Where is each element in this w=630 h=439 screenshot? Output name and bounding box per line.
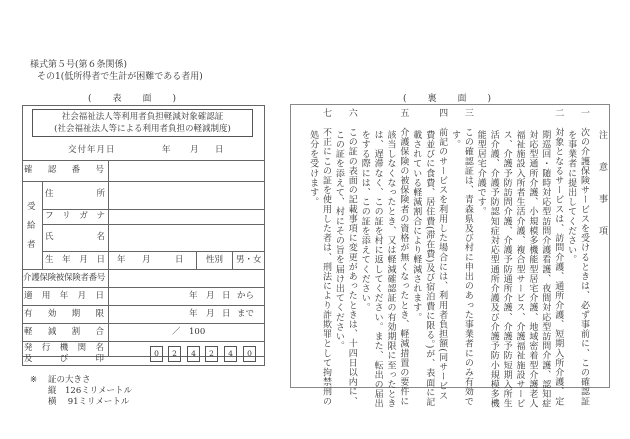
name-label: 氏 名 [45, 232, 105, 242]
note-number: 七 [321, 108, 331, 118]
note-line [539, 108, 551, 409]
furigana-label: フ リ ガ ナ [45, 211, 105, 221]
reduction-label: 軽 減 割 合 [24, 327, 104, 337]
birth-year: 年 [117, 255, 126, 265]
expiry-year: 年 [189, 309, 198, 319]
note-text: この確認証は、青森県及び村に申出のあった事業者にのみ有効で [462, 127, 473, 407]
issuer-code-digit: 0 [243, 346, 256, 362]
confirmation-number-label: 確 認 番 号 [24, 165, 104, 175]
issue-date-day: 日 [215, 145, 224, 155]
note-line [488, 108, 500, 409]
insured-number-label: 介護保険被保険者番号 [23, 273, 106, 283]
note-text: をする際には、この証を添えてください。 [359, 130, 370, 313]
apply-year: 年 [189, 291, 198, 301]
sex-label: 性別 [206, 255, 224, 265]
note-text: 費並びに食費、居住費(滞在費)及び宿泊費に限る。)が、表面に記 [424, 130, 435, 407]
birthdate-label: 生 年 月 日 [45, 255, 105, 265]
apply-date-label: 適 用 年 月 日 [24, 291, 104, 301]
sex-value[interactable]: 男・女 [236, 255, 262, 265]
front-side-label: ( 表 面 ) [87, 94, 183, 104]
note-line [449, 108, 461, 343]
issue-date-year: 年 [162, 145, 171, 155]
birth-day: 日 [175, 255, 184, 265]
front-card-border [22, 105, 265, 366]
size-note-height: 縦 126ミリメートル [48, 386, 133, 396]
expiry-label: 有 効 期 限 [24, 309, 104, 319]
note-line [320, 108, 332, 407]
note-line [436, 108, 448, 401]
note-line [307, 108, 319, 343]
note-text: 対象となるサービスは、訪問介護、通所介護、短期入所介護、定 [553, 127, 564, 407]
issue-date-month: 月 [190, 145, 199, 155]
note-text: 能型居宅介護です。 [475, 130, 486, 217]
card-subtitle: (社会福祉法人等による利用者負担の軽減制度) [54, 124, 231, 134]
note-text: 介護保険の被保険者の資格が無くなったとき、軽減措置の要件に [398, 127, 409, 407]
expiry-day: 日 [222, 309, 231, 319]
form-subtitle: その1(低所得者で生計が困難である者用) [37, 72, 203, 82]
note-number: 四 [437, 108, 448, 118]
note-text: す。 [450, 130, 460, 150]
note-line [346, 108, 358, 407]
address-label: 住 所 [45, 189, 105, 199]
note-text: 対応型通所介護、小規模多機能型居宅介護、地域密着型介護老人 [527, 130, 538, 409]
apply-month: 月 [206, 291, 215, 301]
issuer-code-digit: 2 [168, 346, 181, 362]
note-line [475, 108, 487, 343]
note-text: ス、介護予防訪問介護、介護予防通所介護、介護予防短期入所生 [501, 130, 512, 409]
issuer-code-digit: 0 [150, 346, 163, 362]
note-line [514, 108, 526, 409]
note-line [501, 108, 513, 409]
note-line [423, 108, 435, 407]
note-line [359, 108, 371, 343]
note-text: を事業者に提出してください。 [566, 130, 577, 265]
note-number: 五 [398, 108, 409, 118]
note-text: この証を添えて、村にその旨を届け出てください。 [333, 130, 344, 351]
note-line [526, 108, 538, 409]
note-text: 前記のサービスを利用した場合には、利用者負担額(同サービス [437, 127, 448, 401]
apply-from: から [237, 291, 255, 301]
note-text: 活介護、介護予防認知症対応型通所介護及び介護予防小規模多機 [488, 130, 499, 409]
note-text: この証の表面の記載事項に変更があったときは、十四日以内に、 [346, 127, 357, 407]
size-note-width: 横 91ミリメートル [48, 397, 130, 407]
note-text: 次の介護保険サービスを受けるときは、必ず事前に、この確認証 [579, 127, 589, 407]
issuer-code-digit: 2 [205, 346, 218, 362]
note-text: 処分を受けます。 [308, 130, 319, 207]
note-line [385, 108, 397, 409]
issue-date-label: 交付年月日 [68, 145, 116, 155]
birth-month: 月 [142, 255, 151, 265]
apply-day: 日 [222, 291, 231, 301]
note-line [397, 108, 409, 407]
expiry-month: 月 [206, 309, 215, 319]
note-text: は、遅滞なく、この証を村に返してください。また、転出の届出 [372, 130, 383, 409]
note-number: 二 [553, 108, 564, 118]
note-line [333, 108, 345, 351]
note-text: 不正にこの証を使用した者は、刑法により詐欺罪として拘禁刑の [321, 127, 331, 407]
expiry-until: まで [237, 309, 255, 319]
size-note-title: 証の大きさ [48, 375, 91, 385]
note-number: 六 [346, 108, 357, 118]
note-text: 福祉施設入所者生活介護、複合型サービス、介護福祉施設サービ [514, 130, 525, 409]
form-number: 様式第５号(第６条関係) [30, 60, 128, 70]
size-note-mark: ※ [30, 375, 38, 385]
notes-title: 注 意 事 項 [597, 130, 607, 242]
note-line [372, 108, 384, 409]
note-number: 一 [579, 108, 589, 118]
note-number: 三 [462, 108, 473, 118]
reduction-value: ／ 100 [172, 327, 206, 337]
issuer-label-line1: 発 行 機 関 名 [24, 343, 104, 353]
card-title: 社会福祉法人等利用者負担軽減対象確認証 [61, 112, 224, 122]
note-line [552, 108, 564, 407]
back-side-label: ( 裏 面 ) [402, 94, 498, 104]
note-line [565, 108, 577, 343]
recipient-label: 受 給 者 [27, 202, 36, 250]
note-line [462, 108, 474, 407]
issuer-label-line2: 及 び 印 [24, 354, 104, 364]
note-text: 該当しなくなったとき、又は軽減確認証の有効期限に至ったとき [385, 130, 396, 409]
note-text: 載されている軽減割合により軽減されます。 [411, 130, 422, 322]
issuer-code-digit: 4 [224, 346, 237, 362]
note-line [578, 108, 590, 407]
note-text: 期巡回・随時対応型訪問介護看護、夜間対応型訪問介護、認知症 [540, 130, 551, 409]
issuer-code-digit: 4 [187, 346, 200, 362]
note-line [410, 108, 422, 343]
